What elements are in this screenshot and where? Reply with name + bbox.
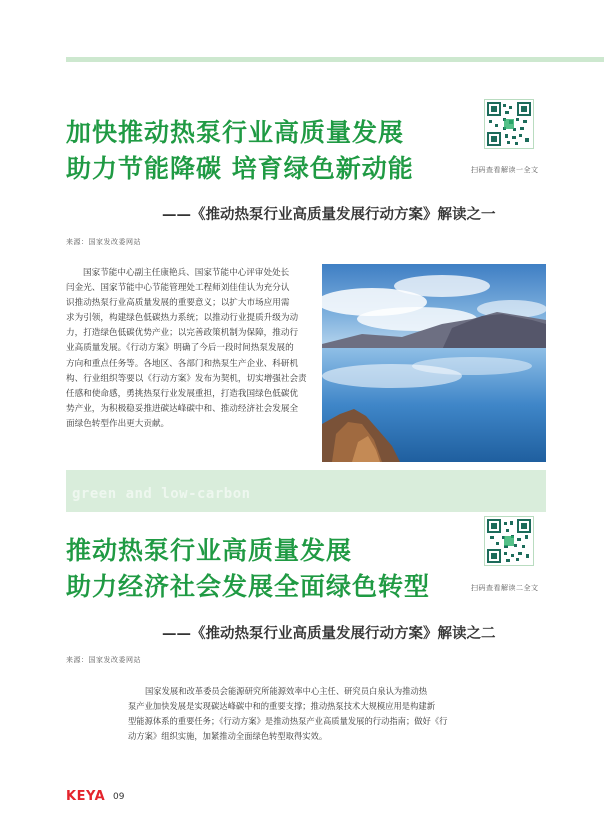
article1-title-line2: 助力节能降碳 培育绿色新动能 (66, 154, 414, 183)
body-line: 型能源体系的重要任务；《行动方案》是推动热泵产业高质量发展的行动指南；做好《行 (128, 716, 448, 727)
banner-text: green and low-carbon (72, 486, 251, 502)
article2-body (128, 684, 473, 744)
header-accent-bar (66, 57, 604, 62)
body-line: 闫金光、国家节能中心节能管理处工程师刘佳佳认为充分认 (66, 283, 290, 294)
body-line: 国家节能中心副主任康艳兵、国家节能中心评审处处长 (83, 268, 290, 278)
body-line: 求为引领，构建绿色低碳热力系统；以推动行业提质升级为动 (66, 313, 299, 324)
qr-caption-1: 扫码查看解读一全文 (471, 166, 539, 174)
body-line: 识推动热泵行业高质量发展的重要意义；以扩大市场应用需 (66, 298, 290, 309)
qr-code-1[interactable] (484, 99, 534, 149)
qr-code-icon (485, 517, 533, 565)
article2-subtitle: ——《推动热泵行业高质量发展行动方案》解读之二 (162, 625, 496, 642)
body-line: 泵产业加快发展是实现碳达峰碳中和的重要支撑；推动热泵技术大规模应用是构建新 (128, 701, 435, 712)
body-line: 国家发展和改革委员会能源研究所能源效率中心主任、研究员白泉认为推动热 (145, 686, 428, 696)
body-line: 面绿色转型作出更大贡献。 (66, 418, 170, 429)
lake-landscape-photo (322, 264, 546, 462)
body-line: 势产业，为积极稳妥推进碳达峰碳中和、推动经济社会发展全 (66, 403, 299, 414)
body-line: 方向和重点任务等。各地区、各部门和热泵生产企业、科研机 (66, 358, 299, 369)
article1-subtitle: ——《推动热泵行业高质量发展行动方案》解读之一 (162, 206, 496, 223)
article2-title-line2: 助力经济社会发展全面绿色转型 (66, 572, 431, 601)
body-line: 力，打造绿色低碳优势产业；以完善政策机制为保障，推动行 (66, 328, 299, 339)
article1-body (66, 266, 319, 432)
article1-source: 来源：国家发改委网站 (66, 238, 141, 246)
body-line: 构、行业组织等要以《行动方案》发布为契机，切实增强社会责 (66, 373, 307, 384)
qr-caption-2: 扫码查看解读二全文 (471, 584, 539, 592)
article2-title-line1: 推动热泵行业高质量发展 (66, 536, 353, 565)
page-number: 09 (113, 792, 125, 802)
body-line: 业高质量发展。《行动方案》明确了今后一段时间热泵发展的 (66, 343, 294, 354)
body-line: 任感和使命感，勇挑热泵行业发展重担，打造我国绿色低碳优 (66, 388, 299, 399)
article1-title-line1: 加快推动热泵行业高质量发展 (66, 118, 405, 147)
body-line: 动方案》组织实施，加紧推动全面绿色转型取得实效。 (128, 731, 328, 742)
qr-code-icon (485, 100, 533, 148)
qr-code-2[interactable] (484, 516, 534, 566)
keya-logo: KEYA (66, 789, 106, 804)
article2-source: 来源：国家发改委网站 (66, 656, 141, 664)
